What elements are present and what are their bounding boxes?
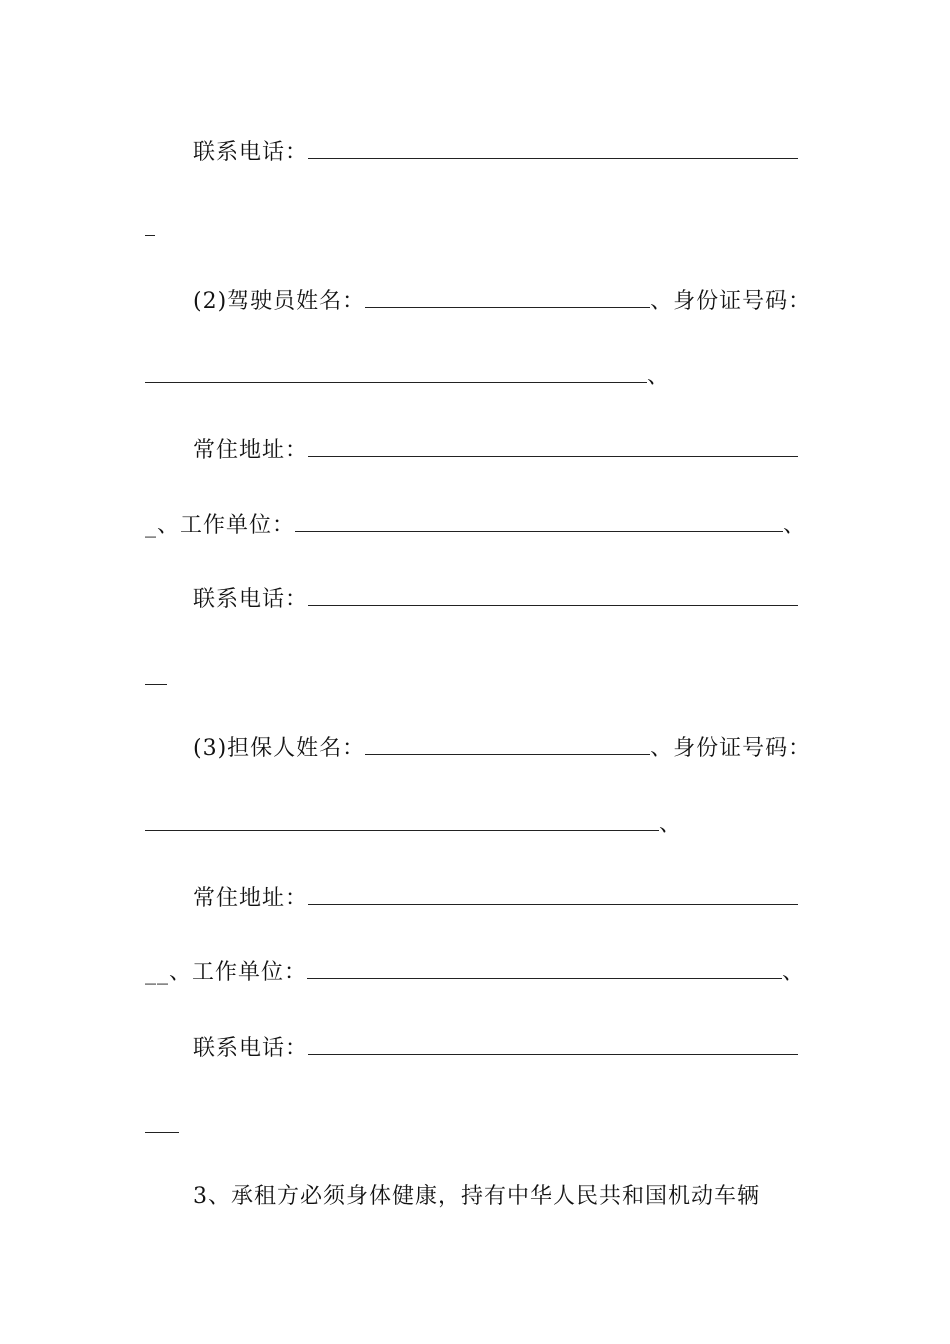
- driver-address-line: [193, 436, 798, 466]
- phone-blank-1-cont[interactable]: [145, 234, 155, 236]
- driver-address-blank[interactable]: [308, 436, 798, 457]
- clause-3: [193, 1182, 760, 1212]
- guarantor-name-line: [193, 734, 811, 764]
- driver-work-end: 、: [783, 513, 807, 538]
- driver-id-label: 、身份证号码：: [650, 289, 812, 314]
- guarantor-work-end: 、: [782, 960, 806, 985]
- driver-address-label: 常住地址：: [193, 438, 309, 463]
- driver-name-label: (2)驾驶员姓名：: [193, 289, 366, 314]
- driver-id-end: 、: [647, 364, 671, 389]
- driver-phone-blank[interactable]: [308, 585, 798, 606]
- guarantor-address-label: 常住地址：: [193, 886, 309, 911]
- guarantor-name-blank[interactable]: [365, 734, 650, 755]
- driver-id-line: [145, 362, 670, 392]
- driver-work-label: _、工作单位：: [145, 513, 296, 538]
- driver-phone-blank-cont[interactable]: [145, 683, 167, 685]
- driver-work-blank[interactable]: [295, 511, 783, 532]
- guarantor-work-label: __、工作单位：: [145, 960, 308, 985]
- guarantor-phone-blank-cont[interactable]: [145, 1131, 179, 1133]
- guarantor-address-line: [193, 884, 798, 914]
- phone-label-1: [193, 138, 798, 168]
- driver-name-blank[interactable]: [365, 287, 650, 308]
- phone-blank-1[interactable]: [308, 138, 798, 159]
- guarantor-id-line: [145, 810, 682, 840]
- guarantor-id-end: 、: [659, 812, 683, 837]
- guarantor-work-blank[interactable]: [307, 958, 782, 979]
- phone-label-text: 联系电话：: [193, 140, 309, 165]
- driver-name-line: [193, 287, 811, 317]
- guarantor-id-label: 、身份证号码：: [650, 736, 812, 761]
- guarantor-name-label: (3)担保人姓名：: [193, 736, 366, 761]
- guarantor-id-blank[interactable]: [145, 810, 659, 831]
- guarantor-phone-line: [193, 1034, 798, 1064]
- guarantor-phone-blank[interactable]: [308, 1034, 798, 1055]
- driver-phone-line: [193, 585, 798, 615]
- driver-phone-label: 联系电话：: [193, 587, 309, 612]
- guarantor-phone-label: 联系电话：: [193, 1036, 309, 1061]
- guarantor-work-line: [145, 958, 805, 988]
- driver-work-line: [145, 511, 806, 541]
- guarantor-address-blank[interactable]: [308, 884, 798, 905]
- driver-id-blank[interactable]: [145, 362, 647, 383]
- clause-3-text: 3、承租方必须身体健康，持有中华人民共和国机动车辆: [193, 1184, 760, 1209]
